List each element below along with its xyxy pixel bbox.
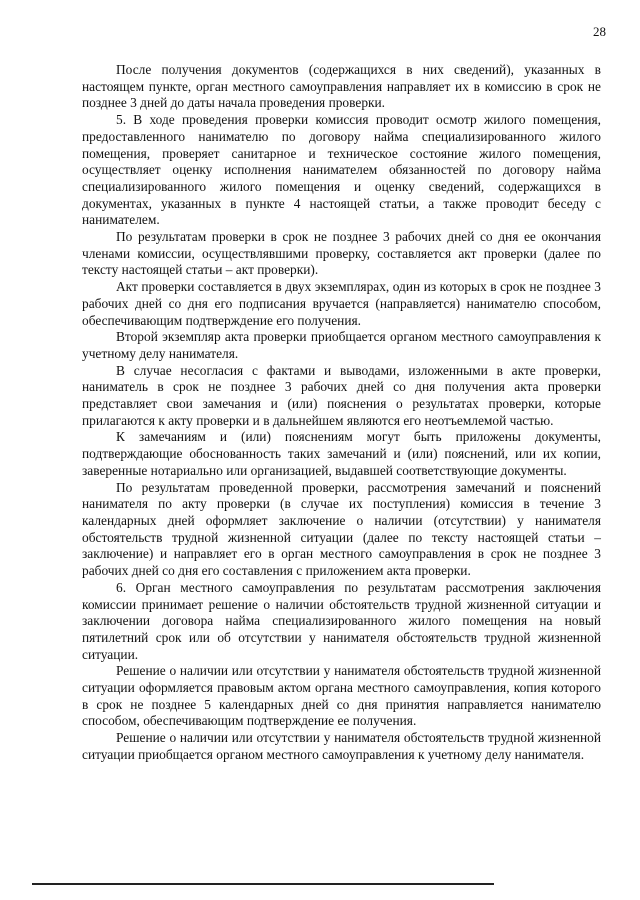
paragraph-1: После получения документов (содержащихся в них сведений), указанных в настоящем пункте, орган местного самоуправления направляет их в комиссию в срок не позднее 3 дней до даты начала проведения проверки. [82, 62, 601, 111]
page-number: 28 [593, 24, 606, 39]
paragraph-3: По результатам проверки в срок не позднее 3 рабочих дней со дня ее окончания членами комиссии, осуществлявшими проверку, составляется акт проверки (далее по тексту настоящей статьи – акт проверки). [82, 229, 601, 278]
paragraph-2: 5. В ходе проведения проверки комиссия проводит осмотр жилого помещения, предоставленного нанимателю по договору найма специализированного жилого помещения, проверяет санитарное и техническое состояние жилого помещения, осуществляет оценку исполнения нанимателем обязанностей по договору найма специализированного жилого помещения и оценку сведений, содержащихся в документах, указанных в пункте 4 настоящей статьи, а также проводит беседу с нанимателем. [82, 112, 601, 228]
paragraph-9: 6. Орган местного самоуправления по результатам рассмотрения заключения комиссии принимает решение о наличии обстоятельств трудной жизненной ситуации и заключении договора найма специализированного жилого помещения на новый пятилетний срок или об отсутствии у нанимателя обстоятельств трудной жизненной ситуации. [82, 579, 601, 662]
footer-divider [32, 883, 494, 885]
paragraph-5: Второй экземпляр акта проверки приобщается органом местного самоуправления к учетному делу нанимателя. [82, 329, 601, 361]
paragraph-7: К замечаниям и (или) пояснениям могут быть приложены документы, подтверждающие обоснованность таких замечаний и (или) пояснений, или их копии, заверенные нотариально или организацией, выдавшей соответствующие документы. [82, 429, 601, 478]
paragraph-8: По результатам проведенной проверки, рассмотрения замечаний и пояснений нанимателя по акту проверки (в случае их поступления) комиссия в течение 3 календарных дней оформляет заключение о наличии (отсутствии) у нанимателя обстоятельств трудной жизненной ситуации (далее по тексту настоящей статьи – заключение) и направляет его в орган местного самоуправления в срок не позднее 3 рабочих дней со дня его составления с приложением акта проверки. [82, 479, 601, 579]
paragraph-11: Решение о наличии или отсутствии у нанимателя обстоятельств трудной жизненной ситуации приобщается органом местного самоуправления к учетному делу нанимателя. [82, 730, 601, 762]
paragraph-6: В случае несогласия с фактами и выводами, изложенными в акте проверки, наниматель в срок не позднее 3 рабочих дней со дня получения акта проверки представляет свои замечания и (или) пояснения о результатах проверки, которые прилагаются к акту проверки и в дальнейшем являются его неотъемлемой частью. [82, 362, 601, 428]
document-body [82, 62, 601, 764]
paragraph-4: Акт проверки составляется в двух экземплярах, один из которых в срок не позднее 3 рабочих дней со дня его подписания вручается (направляется) нанимателю способом, обеспечивающим подтверждение его получения. [82, 279, 601, 328]
paragraph-10: Решение о наличии или отсутствии у нанимателя обстоятельств трудной жизненной ситуации оформляется правовым актом органа местного самоуправления, копия которого в срок не позднее 5 календарных дней со дня принятия направляется нанимателю способом, обеспечивающим подтверждение ее получения. [82, 663, 601, 729]
